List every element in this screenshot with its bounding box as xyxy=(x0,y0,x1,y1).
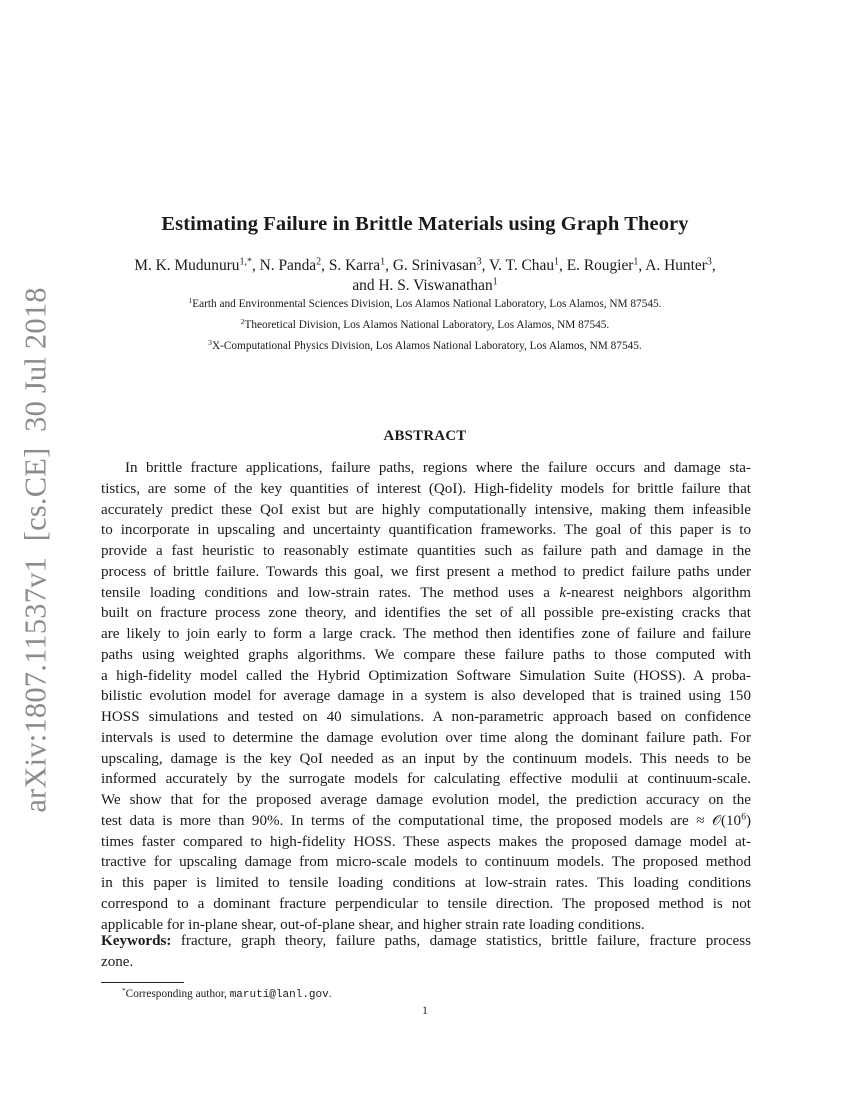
author: G. Srinivasan$^3$ xyxy=(392,256,482,274)
abstract-line: informed accurately by the surrogate models for calculating effective modulii at continuum-scale. xyxy=(101,771,751,788)
abstract-line: applicable for in-plane shear, out-of-plane shear, and higher strain rate loading conditions. xyxy=(101,916,645,933)
author: M. K. Mudunuru$^{1,*}$ xyxy=(134,256,252,274)
abstract-line: accurately predict these QoI exist but are highly computationally intensive, making them infeasible xyxy=(101,501,751,518)
author: H. S. Viswanathan$^1$ xyxy=(378,276,498,294)
arxiv-category: [cs.CE] xyxy=(18,447,53,542)
big-o-notation: $𝒪(10^6)$ xyxy=(712,811,751,829)
author: A. Hunter$^3$ xyxy=(645,256,712,274)
affiliation: $^2$Theoretical Division, Los Alamos National Laboratory, Los Alamos, NM 87545. xyxy=(240,316,610,331)
abstract-line: tractive for upscaling damage from micro-scale models to continuum models. The proposed method xyxy=(101,854,751,871)
abstract-line: built on fracture process zone theory, and identifies the set of all possible pre-existing cracks that xyxy=(101,605,751,622)
abstract-line: In brittle fracture applications, failure paths, regions where the failure occurs and damage sta- xyxy=(125,460,751,476)
affiliation: $^3$X-Computational Physics Division, Los Alamos National Laboratory, Los Alamos, NM 87545. xyxy=(208,337,642,352)
arxiv-id: arXiv:1807.11537v1 xyxy=(18,556,53,813)
abstract-line: HOSS simulations and tested on 40 simulations. A non-parametric approach based on confidence xyxy=(101,709,751,725)
abstract-line: a high-fidelity model called the Hybrid Optimization Software Simulation Suite (HOSS). A proba- xyxy=(101,667,751,684)
author: E. Rougier$^1$ xyxy=(566,256,639,274)
author: N. Panda$^2$ xyxy=(259,256,322,274)
abstract-line: test data is more than 90%. In terms of the computational time, the proposed models are ≈ $𝒪(10^6)$ xyxy=(101,811,751,829)
abstract-body xyxy=(101,458,751,935)
arxiv-sidebar-stamp xyxy=(14,287,58,813)
footnote: *Corresponding author, maruti@lanl.gov. xyxy=(122,985,332,1001)
keywords-label: Keywords: xyxy=(101,933,172,949)
abstract-line: provide a fast heuristic to reasonably estimate quantities such as failure path and damage in the xyxy=(101,543,751,559)
affiliation: $^1$Earth and Environmental Sciences Division, Los Alamos National Laboratory, Los Alamos, NM 87545. xyxy=(188,295,662,310)
abstract-line: tistics, are some of the key quantities of interest (QoI). High-fidelity models for brittle failure that xyxy=(101,480,751,497)
arxiv-identifier xyxy=(19,287,54,812)
footnote-divider xyxy=(101,982,184,983)
abstract-line: correspond to a dominant fracture perpendicular to tensile direction. The proposed method is not xyxy=(101,895,751,912)
author-conjunction: and xyxy=(352,277,375,294)
abstract-line: in this paper is limited to tensile loading conditions at low-strain rates. This loading conditions xyxy=(101,875,751,891)
author: S. Karra$^1$ xyxy=(328,256,386,274)
paper-title: Estimating Failure in Brittle Materials using Graph Theory xyxy=(161,213,689,235)
abstract-heading: ABSTRACT xyxy=(383,428,467,444)
author: V. T. Chau$^1$ xyxy=(489,256,560,274)
author-list: M. K. Mudunuru$^{1,*}$, N. Panda$^2$, S. Karra$^1$, G. Srinivasan$^3$, V. T. Chau$^1$, E. Rougier$^1$, A. Hunter$^3$, and H. S. Viswanathan$^1$ xyxy=(134,256,716,294)
abstract-line: upscaling, damage is the key QoI needed as an input by the continuum models. This needs to be xyxy=(101,750,751,767)
abstract-line: bilistic evolution model for average damage in a system is also developed that is trained using 150 xyxy=(101,688,751,705)
keywords-line: Keywords: fracture, graph theory, failure paths, damage statistics, brittle failure, fracture process xyxy=(101,933,751,949)
abstract-line: paths using weighted graphs algorithms. We compare these failure paths to those computed with xyxy=(101,646,751,663)
page-number: 1 xyxy=(422,1005,428,1017)
keywords xyxy=(101,931,751,973)
abstract-line: are likely to join early to form a large crack. The method then identifies zone of failure and failure xyxy=(101,626,751,642)
abstract-line: tensile loading conditions and low-strain rates. The method uses a k-nearest neighbors algorithm xyxy=(101,584,751,601)
abstract-line: process of brittle failure. Towards this goal, we first present a method to predict failure paths under xyxy=(101,563,751,580)
arxiv-date: 30 Jul 2018 xyxy=(18,287,53,432)
abstract-line: intervals is used to determine the damage evolution over time along the dominant failure path. For xyxy=(101,729,751,746)
abstract-line: to incorporate in upscaling and uncertainty quantification frameworks. The goal of this paper is to xyxy=(101,522,751,539)
author-email[interactable]: maruti@lanl.gov xyxy=(229,989,329,1001)
abstract-line: We show that for the proposed average damage evolution model, the prediction accuracy on the xyxy=(101,792,751,808)
abstract-line: times faster compared to high-fidelity HOSS. These aspects makes the proposed damage model at- xyxy=(101,833,751,850)
keywords-line: zone. xyxy=(101,954,134,970)
